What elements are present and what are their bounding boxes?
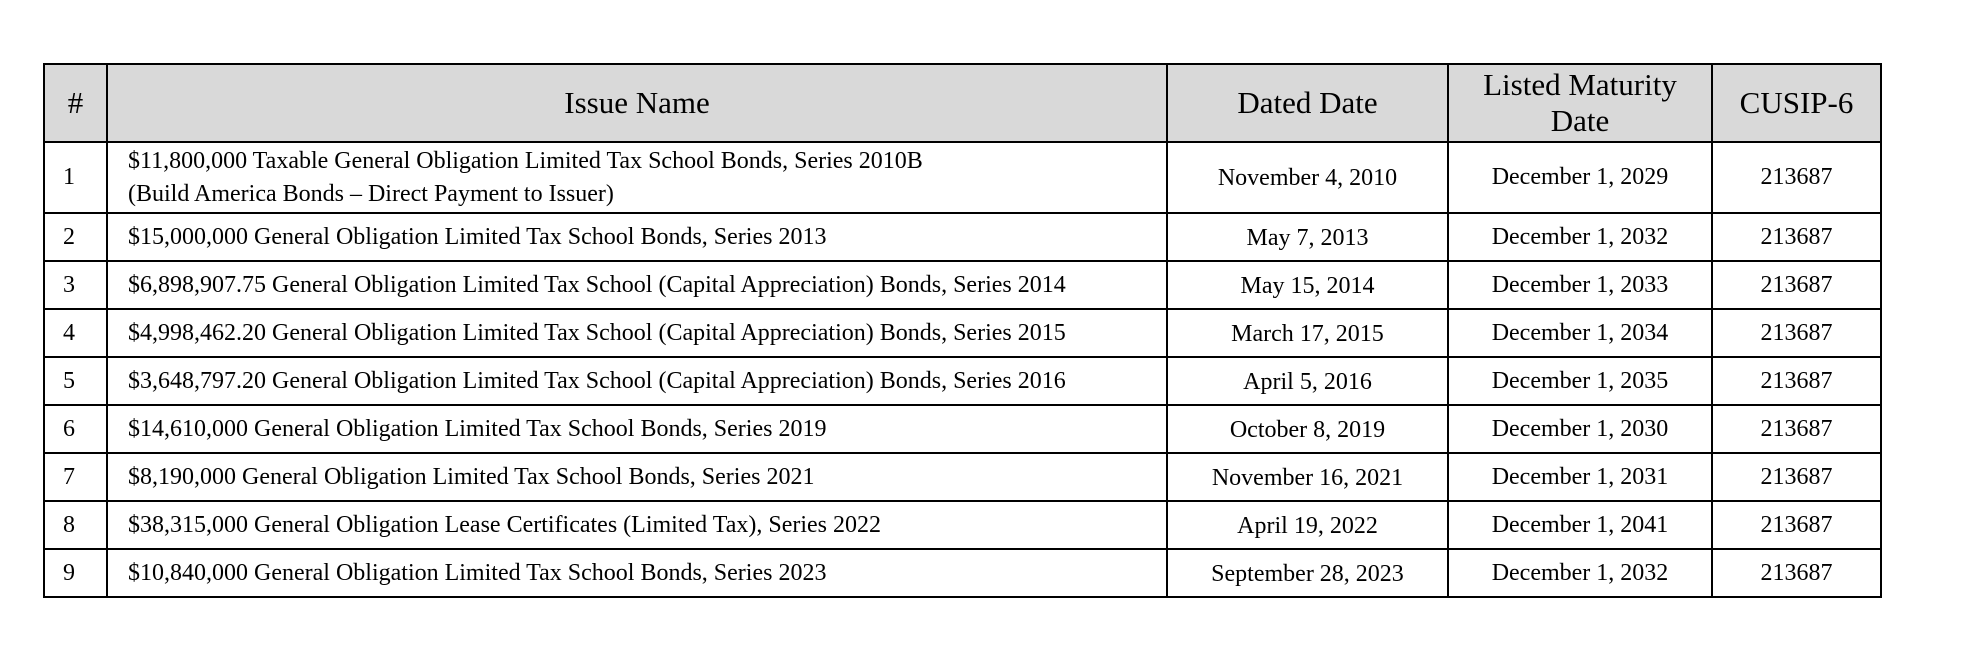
dated-date: April 19, 2022 bbox=[1167, 501, 1448, 549]
issue-name: $6,898,907.75 General Obligation Limited Tax School (Capital Appreciation) Bonds, Series 2014 bbox=[107, 261, 1167, 309]
header-listed-maturity-date bbox=[1448, 64, 1712, 142]
row-number: 1 bbox=[44, 142, 107, 213]
row-number: 4 bbox=[44, 309, 107, 357]
maturity-date: December 1, 2035 bbox=[1448, 357, 1712, 405]
issue-name: $38,315,000 General Obligation Lease Certificates (Limited Tax), Series 2022 bbox=[107, 501, 1167, 549]
header-issue-name: Issue Name bbox=[107, 64, 1167, 142]
issue-name: $14,610,000 General Obligation Limited Tax School Bonds, Series 2019 bbox=[107, 405, 1167, 453]
dated-date: March 17, 2015 bbox=[1167, 309, 1448, 357]
table-row bbox=[44, 213, 1881, 261]
header-maturity-line2: Date bbox=[1550, 103, 1610, 138]
header-number: # bbox=[44, 64, 107, 142]
table-row bbox=[44, 453, 1881, 501]
issue-name: $8,190,000 General Obligation Limited Tax School Bonds, Series 2021 bbox=[107, 453, 1167, 501]
header-maturity-line1: Listed Maturity bbox=[1483, 67, 1677, 102]
maturity-date: December 1, 2032 bbox=[1448, 549, 1712, 597]
row-number: 8 bbox=[44, 501, 107, 549]
cusip-value: 213687 bbox=[1712, 549, 1881, 597]
row-number: 5 bbox=[44, 357, 107, 405]
cusip-value: 213687 bbox=[1712, 142, 1881, 213]
dated-date: May 7, 2013 bbox=[1167, 213, 1448, 261]
issue-name: $4,998,462.20 General Obligation Limited Tax School (Capital Appreciation) Bonds, Series 2015 bbox=[107, 309, 1167, 357]
header-cusip: CUSIP-6 bbox=[1712, 64, 1881, 142]
row-number: 6 bbox=[44, 405, 107, 453]
table-row bbox=[44, 549, 1881, 597]
table-header bbox=[44, 64, 1881, 142]
row-number: 3 bbox=[44, 261, 107, 309]
dated-date: November 16, 2021 bbox=[1167, 453, 1448, 501]
dated-date: September 28, 2023 bbox=[1167, 549, 1448, 597]
maturity-date: December 1, 2030 bbox=[1448, 405, 1712, 453]
dated-date: October 8, 2019 bbox=[1167, 405, 1448, 453]
issue-name-cell bbox=[107, 142, 1167, 213]
cusip-value: 213687 bbox=[1712, 213, 1881, 261]
bond-issues-table bbox=[43, 63, 1882, 598]
table-body bbox=[44, 142, 1881, 597]
cusip-value: 213687 bbox=[1712, 453, 1881, 501]
table-row bbox=[44, 405, 1881, 453]
cusip-value: 213687 bbox=[1712, 405, 1881, 453]
table-row bbox=[44, 261, 1881, 309]
issue-name: $3,648,797.20 General Obligation Limited Tax School (Capital Appreciation) Bonds, Series 2016 bbox=[107, 357, 1167, 405]
row-number: 7 bbox=[44, 453, 107, 501]
dated-date: May 15, 2014 bbox=[1167, 261, 1448, 309]
maturity-date: December 1, 2041 bbox=[1448, 501, 1712, 549]
issue-name: $10,840,000 General Obligation Limited Tax School Bonds, Series 2023 bbox=[107, 549, 1167, 597]
maturity-date: December 1, 2029 bbox=[1448, 142, 1712, 213]
maturity-date: December 1, 2032 bbox=[1448, 213, 1712, 261]
row-number: 2 bbox=[44, 213, 107, 261]
issue-name: $15,000,000 General Obligation Limited Tax School Bonds, Series 2013 bbox=[107, 213, 1167, 261]
table-row bbox=[44, 501, 1881, 549]
dated-date: April 5, 2016 bbox=[1167, 357, 1448, 405]
issue-name-line2: (Build America Bonds – Direct Payment to Issuer) bbox=[128, 180, 614, 207]
maturity-date: December 1, 2033 bbox=[1448, 261, 1712, 309]
table-row bbox=[44, 142, 1881, 213]
header-dated-date: Dated Date bbox=[1167, 64, 1448, 142]
issue-name-line1: $11,800,000 Taxable General Obligation Limited Tax School Bonds, Series 2010B bbox=[128, 147, 923, 174]
table-row bbox=[44, 309, 1881, 357]
maturity-date: December 1, 2031 bbox=[1448, 453, 1712, 501]
cusip-value: 213687 bbox=[1712, 261, 1881, 309]
cusip-value: 213687 bbox=[1712, 357, 1881, 405]
cusip-value: 213687 bbox=[1712, 501, 1881, 549]
table-row bbox=[44, 357, 1881, 405]
row-number: 9 bbox=[44, 549, 107, 597]
maturity-date: December 1, 2034 bbox=[1448, 309, 1712, 357]
dated-date: November 4, 2010 bbox=[1167, 142, 1448, 213]
header-row bbox=[44, 64, 1881, 142]
cusip-value: 213687 bbox=[1712, 309, 1881, 357]
